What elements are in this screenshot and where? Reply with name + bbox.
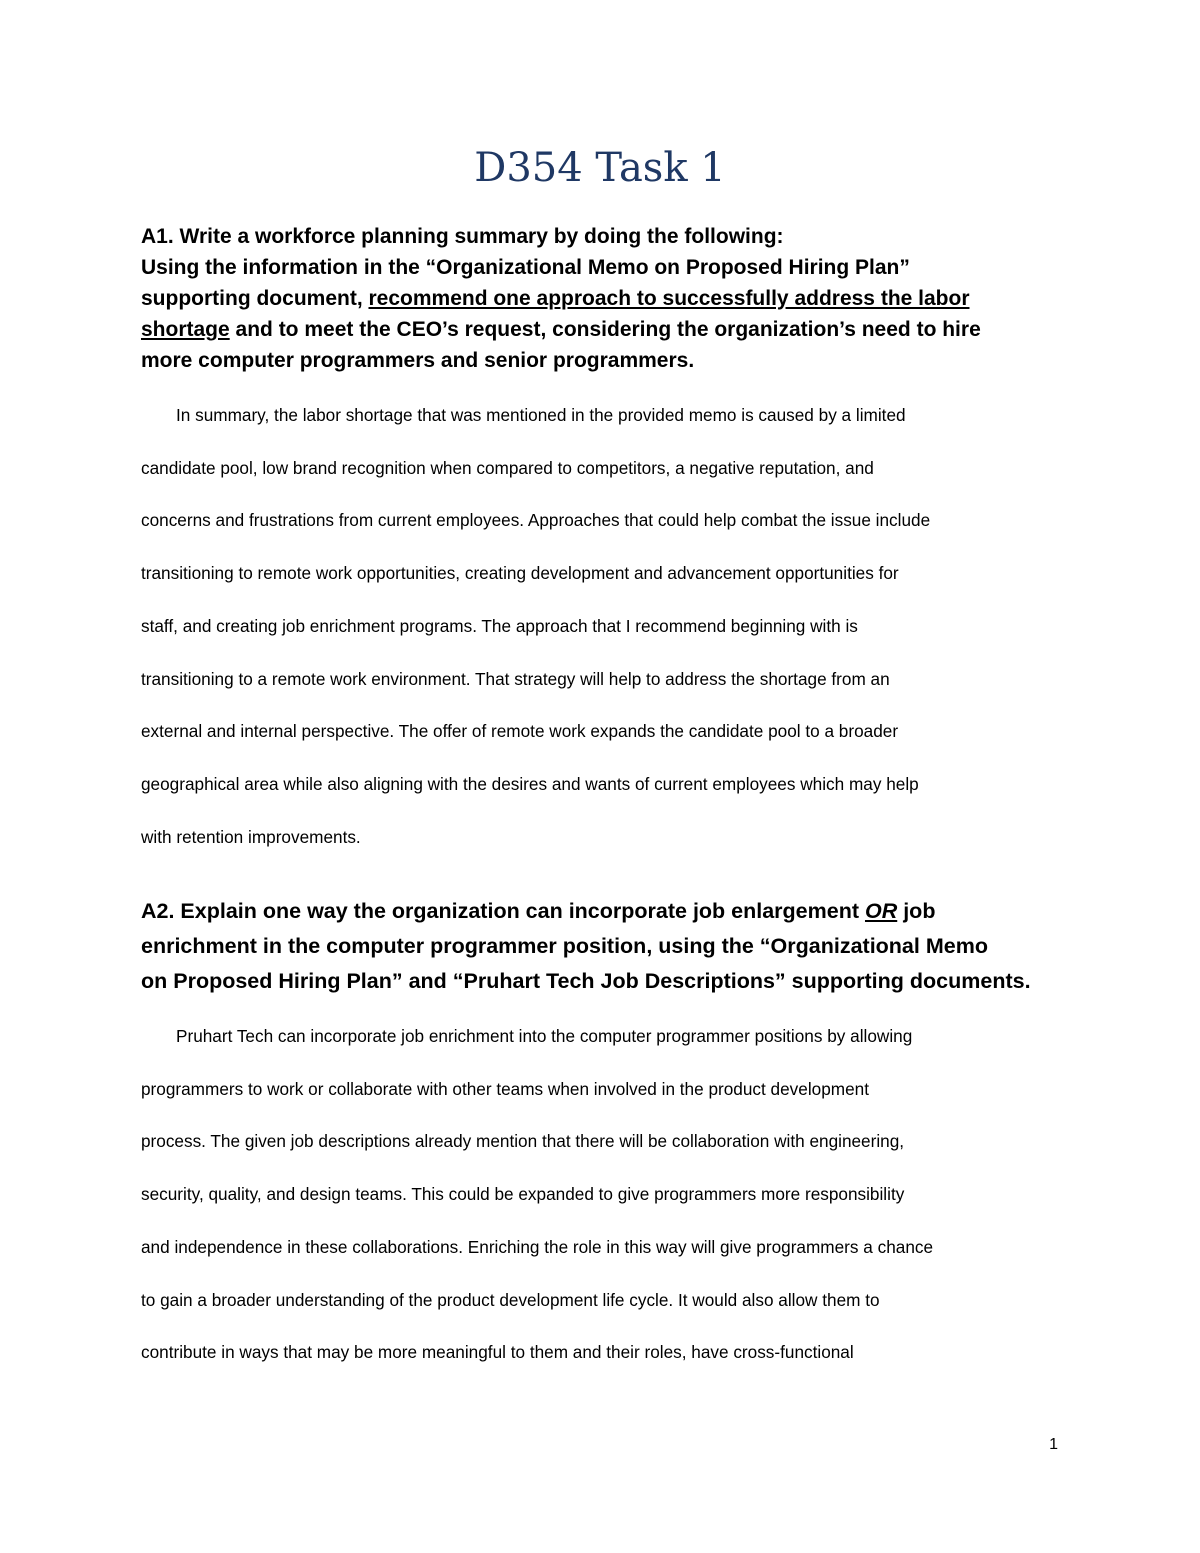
a1-body-line: staff, and creating job enrichment programs. The approach that I recommend beginning with is bbox=[141, 615, 858, 636]
page-number: 1 bbox=[1049, 1436, 1058, 1453]
section-a2-heading bbox=[141, 894, 1061, 999]
a2-heading-line-1-end: job bbox=[897, 899, 936, 923]
a2-heading-line-1 bbox=[141, 894, 1061, 929]
a1-heading-line-5: more computer programmers and senior programmers. bbox=[141, 349, 695, 372]
a1-heading-line-3-text: supporting document, bbox=[141, 287, 369, 310]
a2-heading-line-1-text: A2. Explain one way the organization can incorporate job enlargement bbox=[141, 899, 865, 923]
section-a1-heading bbox=[141, 221, 1061, 376]
a1-heading-line-2: Using the information in the “Organizational Memo on Proposed Hiring Plan” bbox=[141, 256, 910, 279]
a2-body-line: programmers to work or collaborate with other teams when involved in the product development bbox=[141, 1078, 869, 1099]
a2-body-line: process. The given job descriptions already mention that there will be collaboration with engineering, bbox=[141, 1131, 905, 1152]
a2-heading-line-3: on Proposed Hiring Plan” and “Pruhart Tech Job Descriptions” supporting documents. bbox=[141, 969, 1031, 993]
a1-body-line: transitioning to a remote work environment. That strategy will help to address the shortage from an bbox=[141, 668, 890, 689]
a2-body-line: security, quality, and design teams. This could be expanded to give programmers more responsibility bbox=[141, 1184, 905, 1205]
a1-heading-line-4-text: and to meet the CEO’s request, considering the organization’s need to hire bbox=[229, 318, 981, 341]
a1-body-line: concerns and frustrations from current employees. Approaches that could help combat the issue include bbox=[141, 510, 931, 531]
a1-body-line: candidate pool, low brand recognition when compared to competitors, a negative reputation, and bbox=[141, 457, 874, 478]
section-a1-body bbox=[141, 389, 1061, 863]
a1-heading-underlined-1: recommend one approach to successfully address the labor bbox=[368, 287, 970, 310]
a1-heading-line-4 bbox=[141, 314, 1061, 345]
a1-body-line: transitioning to remote work opportunities, creating development and advancement opportunities for bbox=[141, 563, 899, 584]
section-a2-body bbox=[141, 1010, 1061, 1379]
a2-body-line: contribute in ways that may be more meaningful to them and their roles, have cross-functional bbox=[141, 1342, 854, 1363]
a2-heading-emphasis: OR bbox=[864, 899, 898, 923]
a1-body-line: In summary, the labor shortage that was mentioned in the provided memo is caused by a limited bbox=[176, 405, 906, 425]
a1-body-line: external and internal perspective. The offer of remote work expands the candidate pool to a broader bbox=[141, 721, 899, 742]
a1-body-line: with retention improvements. bbox=[141, 826, 361, 847]
a2-body-line: Pruhart Tech can incorporate job enrichment into the computer programmer positions by allowing bbox=[176, 1026, 913, 1046]
a2-body-line: to gain a broader understanding of the product development life cycle. It would also allow them to bbox=[141, 1289, 880, 1310]
document-title: D354 Task 1 bbox=[474, 145, 726, 191]
a1-heading-underlined-2: shortage bbox=[141, 318, 230, 341]
a2-body-line: and independence in these collaborations. Enriching the role in this way will give programmers a chance bbox=[141, 1236, 934, 1257]
a1-heading-line-1: A1. Write a workforce planning summary by doing the following: bbox=[141, 225, 784, 248]
a1-heading-line-3 bbox=[141, 283, 1061, 314]
a2-heading-line-2: enrichment in the computer programmer position, using the “Organizational Memo bbox=[141, 934, 988, 958]
a1-body-line: geographical area while also aligning with the desires and wants of current employees which may help bbox=[141, 773, 919, 794]
